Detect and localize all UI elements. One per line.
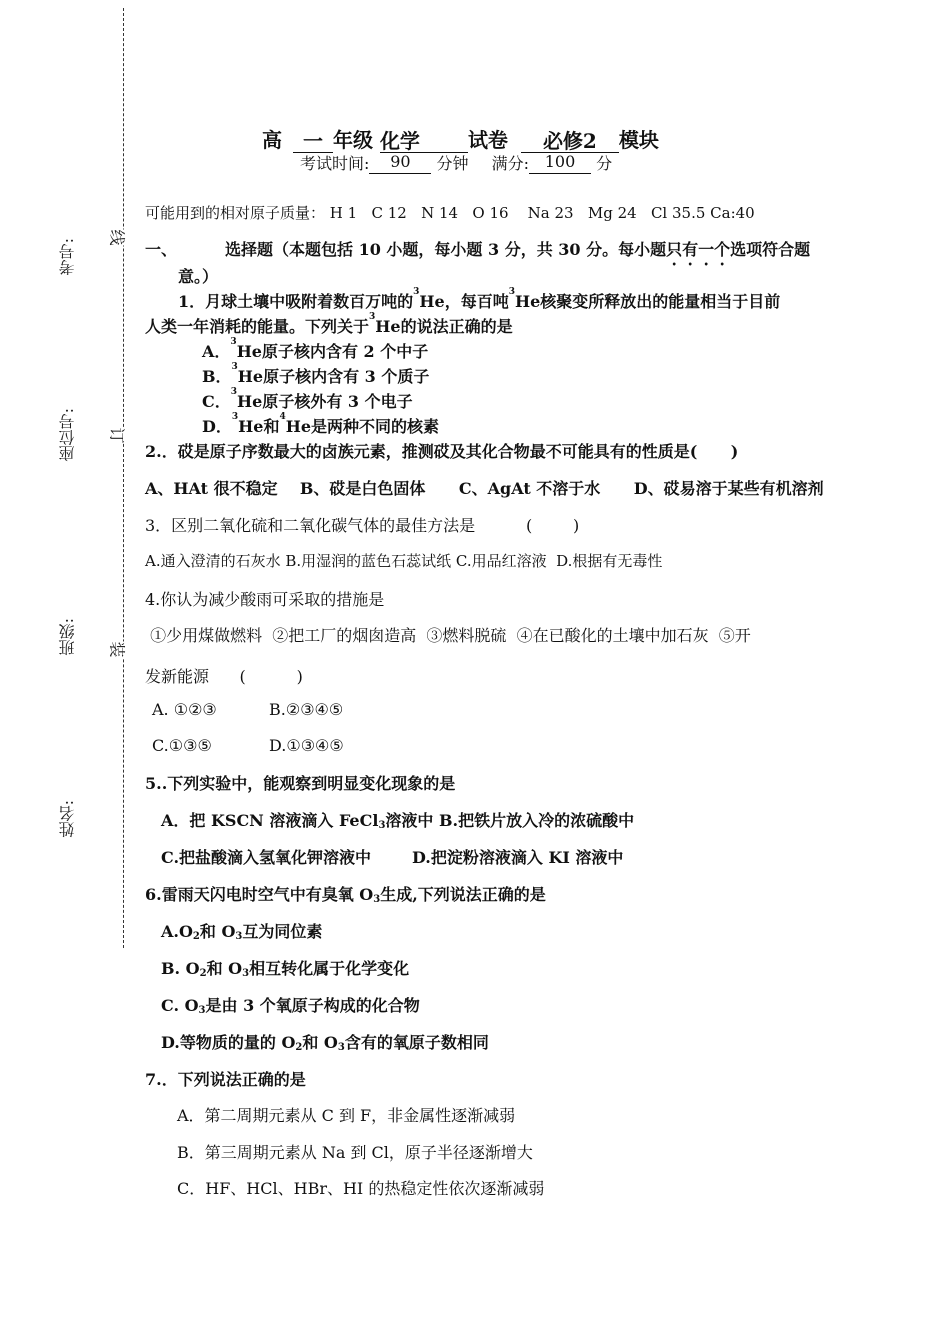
q1-stem-b: ，每百吨 [444, 292, 509, 311]
title-module: 必修2 [521, 130, 619, 153]
q2-stem: 2.．砹是原子序数最大的卤族元素，推测砹及其化合物最不可能具有的性质是( ) [145, 442, 739, 461]
score-unit: 分 [596, 154, 613, 173]
q1-option-d: D．$^3$He和$^4$He是两种不同的核素 [202, 412, 440, 436]
q4-stem: 4.你认为减少酸雨可采取的措施是 [145, 590, 385, 609]
he3-mass: 3 [508, 287, 515, 297]
section-one-heading-cont: 意。） [178, 267, 219, 286]
q4-option-a: A. ①②③ [152, 700, 217, 719]
title-nianji: 年级 [332, 128, 373, 152]
label-zuoweihao: 座位号: [58, 408, 77, 462]
time-label: 考试时间: [300, 154, 370, 173]
q1-stem-line2 [145, 314, 513, 337]
label-zhuang: 装 [105, 641, 132, 657]
q7-stem: 7.．下列说法正确的是 [145, 1070, 306, 1089]
exam-title [262, 124, 659, 153]
title-gao: 高 [262, 128, 282, 152]
q6-option-b: B. O2和 O3相互转化属于化学变化 [161, 959, 410, 979]
q1-stem-c: 核聚变所释放出的能量相当于目前 [540, 292, 781, 311]
label-kaohao: 考号: [58, 238, 77, 276]
section-num: 一、 [145, 240, 178, 259]
he-symbol: He [419, 292, 445, 311]
q7-option-c: C．HF、HCl、HBr、HI 的热稳定性依次逐渐减弱 [177, 1179, 545, 1198]
q4-option-c: C.①③⑤ [152, 736, 212, 755]
q4-option-b: B.②③④⑤ [269, 700, 344, 719]
he3-mass: 3 [369, 312, 376, 322]
q1-stem-e: 的说法正确的是 [400, 317, 513, 336]
section-title-tail: 选项符合题 [730, 240, 811, 259]
exam-info [300, 151, 612, 174]
time-value: 90 [369, 151, 431, 174]
title-grade: 一 [293, 130, 333, 153]
label-xian: 线 [105, 229, 132, 245]
time-unit: 分钟 [436, 154, 469, 173]
q7-option-b: B．第三周期元素从 Na 到 Cl，原子半径逐渐增大 [177, 1143, 533, 1162]
title-mokuai: 模块 [618, 128, 659, 152]
he3-nuclide: 3 [413, 287, 420, 297]
q1-option-c: C．$^3$He原子核外有 3 个电子 [202, 387, 413, 411]
label-banji: 班级: [58, 618, 77, 656]
q4-items: ①少用煤做燃料 ②把工厂的烟囱造高 ③燃料脱硫 ④在已酸化的土壤中加石灰 ⑤开 [145, 626, 751, 645]
q2-options: A、HAt 很不稳定 B、砹是白色固体 C、AgAt 不溶于水 D、砹易溶于某些有机溶剂 [145, 479, 824, 498]
q6-stem: 6.雷雨天闪电时空气中有臭氧 O3生成,下列说法正确的是 [145, 885, 546, 905]
q5-option-d: D.把淀粉溶液滴入 KI 溶液中 [412, 848, 624, 867]
binding-dashed-line [123, 8, 124, 948]
q6-option-c: C. O3是由 3 个氧原子构成的化合物 [161, 996, 420, 1016]
q6-option-a: A.O2和 O3互为同位素 [161, 922, 323, 942]
q5-stem: 5..下列实验中，能观察到明显变化现象的是 [145, 774, 456, 793]
q7-option-a: A．第二周期元素从 C 到 F，非金属性逐渐减弱 [177, 1106, 516, 1125]
section-title: 选择题（本题包括 10 小题，每小题 3 分，共 30 分。每小题 [225, 240, 667, 259]
q1-option-a: A．$^3$He原子核内含有 2 个中子 [202, 337, 429, 361]
q6-option-d: D.等物质的量的 O2和 O3含有的氧原子数相同 [161, 1033, 489, 1053]
q1-option-b: B．$^3$He原子核内含有 3 个质子 [202, 362, 430, 386]
atomic-masses: 可能用到的相对原子质量： H 1 C 12 N 14 O 16 Na 23 Mg 24 Cl 35.5 Ca:40 [145, 204, 755, 222]
q1-stem-d: 人类一年消耗的能量。下列关于 [145, 317, 370, 336]
section-title-emphasis: 只有一个 [666, 240, 731, 259]
title-shijuan: 试卷 [467, 128, 508, 152]
he-symbol: He [514, 292, 541, 311]
score-label: 满分: [491, 154, 530, 173]
q4-items-cont: 发新能源 ( ) [145, 667, 303, 686]
q1-stem-line1 [178, 289, 780, 312]
score-value: 100 [529, 151, 591, 174]
q5-option-b: B.把铁片放入冷的浓硫酸中 [439, 811, 635, 830]
q4-option-d: D.①③④⑤ [269, 736, 344, 755]
q1-stem-a: 1．月球土壤中吸附着数百万吨的 [178, 292, 414, 311]
q3-stem: 3．区别二氧化硫和二氧化碳气体的最佳方法是 ( ) [145, 516, 580, 535]
q3-options: A.通入澄清的石灰水 B.用湿润的蓝色石蕊试纸 C.用品红溶液 D.根据有无毒性 [145, 552, 663, 570]
label-ding: 订 [105, 427, 132, 443]
section-one-heading [145, 237, 810, 269]
q5-option-a: A．把 KSCN 溶液滴入 FeCl3溶液中 [161, 811, 434, 831]
title-subject: 化学 [380, 130, 468, 153]
label-xingming: 姓名: [58, 800, 77, 838]
he-symbol: He [375, 317, 401, 336]
q5-option-c: C.把盐酸滴入氢氧化钾溶液中 [161, 848, 372, 867]
